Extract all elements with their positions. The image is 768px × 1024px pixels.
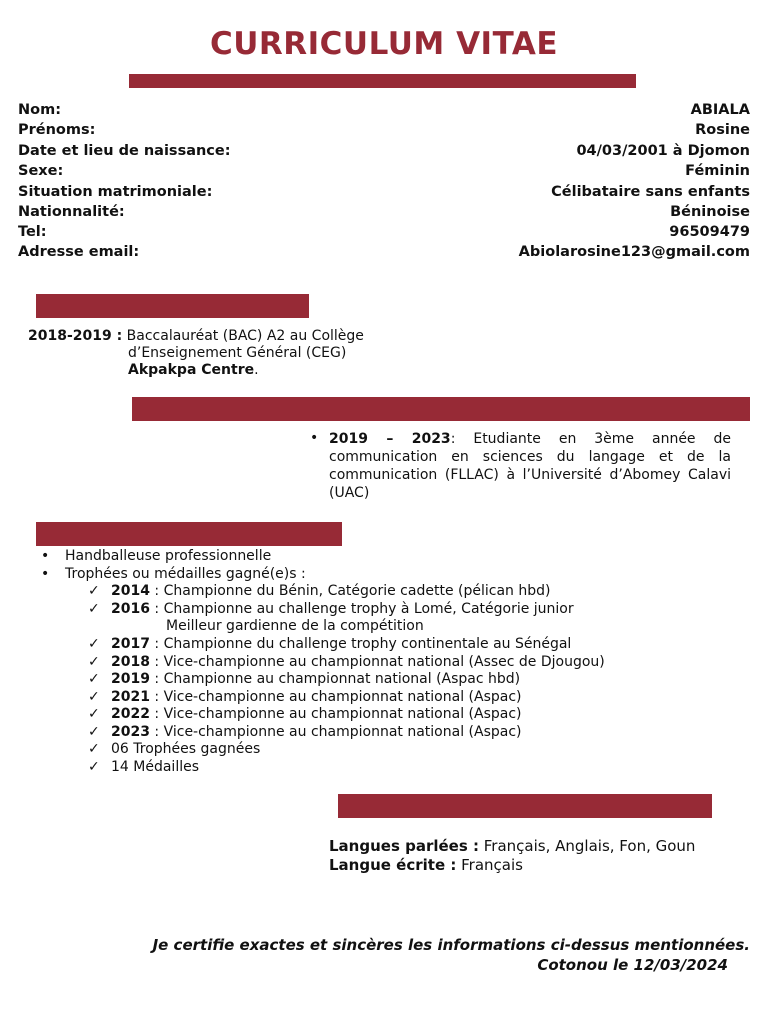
bullet-icon: • xyxy=(310,430,319,446)
education-years: 2018-2019 : xyxy=(28,328,123,344)
checkmark-icon: ✓ xyxy=(88,654,100,670)
list-item-text: Handballeuse professionnelle xyxy=(65,548,272,564)
achievement-item xyxy=(88,671,520,688)
info-row-nom xyxy=(18,100,750,120)
achievement-year: 2014 xyxy=(111,583,150,599)
info-value: Béninoise xyxy=(670,204,750,220)
achievement-item xyxy=(88,636,571,653)
achievement-text: : Vice-championne au championnat national (Aspac) xyxy=(149,724,522,740)
info-value: Célibataire sans enfants xyxy=(551,184,750,200)
bullet-icon: • xyxy=(41,548,50,564)
info-row-tel xyxy=(18,222,750,242)
info-label: Sexe: xyxy=(18,163,64,179)
achievement-total: 14 Médailles xyxy=(111,759,199,775)
list-item xyxy=(41,548,271,565)
info-row-situation xyxy=(18,182,750,202)
checkmark-icon: ✓ xyxy=(88,583,100,599)
university-description: : Etudiante en 3ème année de communication en sciences du langage et de la communication (FLLAC) à l’Université d’Abomey Calavi (UAC) xyxy=(329,431,731,501)
languages-written-label: Langue écrite : xyxy=(329,856,457,874)
achievement-item xyxy=(88,689,522,706)
achievement-text: : Vice-championne au championnat national (Assec de Djougou) xyxy=(149,654,605,670)
languages-section xyxy=(329,837,695,875)
place-and-date: Cotonou le 12/03/2024 xyxy=(537,956,728,974)
info-value: Féminin xyxy=(685,163,750,179)
info-value: Abiolarosine123@gmail.com xyxy=(518,244,750,260)
info-label: Situation matrimoniale: xyxy=(18,184,213,200)
university-years: 2019 – 2023 xyxy=(329,431,451,447)
info-label: Nom: xyxy=(18,102,62,118)
achievement-total: 06 Trophées gagnées xyxy=(111,741,261,757)
achievement-text: : Vice-championne au championnat national (Aspac) xyxy=(149,689,522,705)
achievement-year: 2018 xyxy=(111,654,150,670)
education-degree: Baccalauréat (BAC) A2 au Collège xyxy=(126,328,364,344)
info-row-naissance xyxy=(18,141,750,161)
achievement-item xyxy=(88,724,522,741)
achievement-year: 2019 xyxy=(111,671,150,687)
checkmark-icon: ✓ xyxy=(88,741,100,757)
achievement-text: : Championne du Bénin, Catégorie cadette (pélican hbd) xyxy=(149,583,551,599)
achievement-year: 2023 xyxy=(111,724,150,740)
achievement-item xyxy=(88,601,574,635)
achievement-year: 2016 xyxy=(111,601,150,617)
achievement-text: : Championne au challenge trophy à Lomé, Catégorie junior xyxy=(149,601,574,617)
achievement-item xyxy=(88,741,260,758)
achievement-year: 2017 xyxy=(111,636,150,652)
achievement-text: : Vice-championne au championnat national (Aspac) xyxy=(149,706,522,722)
info-row-prenoms xyxy=(18,120,750,140)
languages-spoken xyxy=(329,837,695,856)
languages-written xyxy=(329,856,695,875)
info-label: Prénoms: xyxy=(18,122,96,138)
list-item-text: Trophées ou médailles gagné(e)s : xyxy=(65,566,306,582)
page-title: CURRICULUM VITAE xyxy=(209,26,559,62)
achievement-year: 2021 xyxy=(111,689,150,705)
section-bar-education xyxy=(36,294,309,318)
achievement-extra: Meilleur gardienne de la compétition xyxy=(166,618,424,634)
education-line-3 xyxy=(128,362,259,379)
checkmark-icon: ✓ xyxy=(88,706,100,722)
info-value: ABIALA xyxy=(690,102,750,118)
university-text xyxy=(329,430,731,502)
achievement-text: : Championne au championnat national (Aspac hbd) xyxy=(149,671,521,687)
info-label: Date et lieu de naissance: xyxy=(18,143,231,159)
checkmark-icon: ✓ xyxy=(88,689,100,705)
education-school: Akpakpa Centre xyxy=(128,362,255,378)
list-item xyxy=(41,566,306,583)
info-value: 04/03/2001 à Djomon xyxy=(576,143,750,159)
info-label: Adresse email: xyxy=(18,244,140,260)
achievement-item xyxy=(88,706,522,723)
languages-written-value: Français xyxy=(456,856,523,874)
section-bar-languages xyxy=(338,794,712,818)
achievement-item xyxy=(88,583,550,600)
bullet-icon: • xyxy=(41,566,50,582)
university-entry xyxy=(310,430,731,502)
info-row-nationalite xyxy=(18,202,750,222)
education-school-suffix: . xyxy=(254,362,259,378)
info-label: Nationnalité: xyxy=(18,204,125,220)
achievement-item xyxy=(88,654,605,671)
checkmark-icon: ✓ xyxy=(88,601,100,617)
section-bar-sports xyxy=(36,522,342,546)
checkmark-icon: ✓ xyxy=(88,759,100,775)
info-row-sexe xyxy=(18,161,750,181)
achievement-year: 2022 xyxy=(111,706,150,722)
info-value: Rosine xyxy=(695,122,750,138)
education-line-2: d’Enseignement Général (CEG) xyxy=(128,345,347,361)
checkmark-icon: ✓ xyxy=(88,671,100,687)
languages-spoken-value: Français, Anglais, Fon, Goun xyxy=(479,837,696,855)
title-underline xyxy=(129,74,636,88)
checkmark-icon: ✓ xyxy=(88,724,100,740)
checkmark-icon: ✓ xyxy=(88,636,100,652)
education-line-1 xyxy=(28,328,364,345)
achievement-item xyxy=(88,759,199,776)
certification-statement: Je certifie exactes et sincères les informations ci-dessus mentionnées. xyxy=(152,936,750,954)
languages-spoken-label: Langues parlées : xyxy=(329,837,479,855)
info-row-email xyxy=(18,242,750,262)
section-bar-university xyxy=(132,397,750,421)
info-label: Tel: xyxy=(18,224,47,240)
info-value: 96509479 xyxy=(669,224,750,240)
achievement-text: : Championne du challenge trophy continentale au Sénégal xyxy=(149,636,572,652)
